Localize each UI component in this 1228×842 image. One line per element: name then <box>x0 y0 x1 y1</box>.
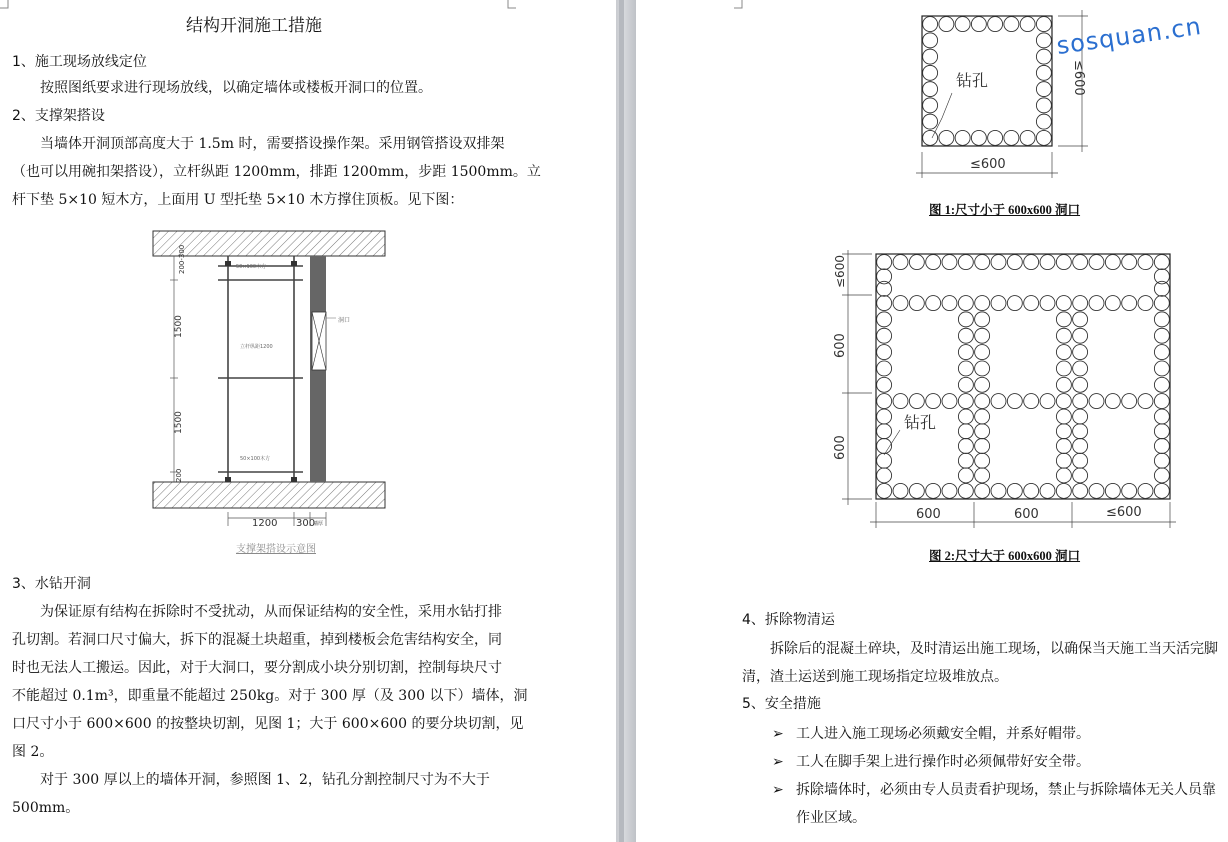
support-frame-diagram <box>148 226 393 556</box>
drill-hole <box>923 114 938 129</box>
drill-hole <box>1073 453 1088 468</box>
drill-hole <box>1073 255 1088 270</box>
drill-hole <box>958 328 973 343</box>
drill-hole <box>975 296 990 311</box>
bottom-slab <box>153 482 385 508</box>
drill-hole <box>1056 483 1071 498</box>
drill-hole <box>1024 296 1039 311</box>
drill-hole <box>1040 296 1055 311</box>
drill-hole <box>1056 255 1071 270</box>
drill-hole <box>1040 483 1055 498</box>
page-corner-mark <box>0 0 12 12</box>
drill-hole <box>1020 17 1035 32</box>
drill-hole <box>1089 255 1104 270</box>
drill-hole <box>1089 483 1104 498</box>
drill-hole <box>975 409 990 424</box>
drill-hole <box>975 255 990 270</box>
drill-hole <box>958 424 973 439</box>
drill-hole <box>1004 130 1019 145</box>
drill-hole <box>988 130 1003 145</box>
drill-hole <box>1073 328 1088 343</box>
dim-label: ≤600 <box>833 255 847 288</box>
drill-hole <box>958 483 973 498</box>
paragraph: 按照图纸要求进行现场放线，以确定墙体或楼板开洞口的位置。 <box>40 80 432 96</box>
drill-hole <box>923 98 938 113</box>
drill-hole <box>923 130 938 145</box>
drill-hole <box>991 394 1006 409</box>
drill-hole <box>1154 328 1169 343</box>
drill-hole <box>877 394 892 409</box>
drill-hole <box>923 33 938 48</box>
drill-hole <box>1154 312 1169 327</box>
drill-hole <box>1056 377 1071 392</box>
drill-hole <box>893 483 908 498</box>
dim-label: 600 <box>916 507 941 522</box>
drill-hole <box>1073 424 1088 439</box>
drill-hole <box>1122 296 1137 311</box>
drill-hole <box>1036 17 1051 32</box>
drill-hole <box>877 439 892 454</box>
drill-hole <box>926 255 941 270</box>
drill-hole <box>958 453 973 468</box>
drill-hole <box>1122 394 1137 409</box>
drill-hole <box>975 439 990 454</box>
drill-hole <box>1036 65 1051 80</box>
drill-hole <box>975 345 990 360</box>
drill-hole <box>923 49 938 64</box>
section-heading: 4、拆除物清运 <box>742 612 835 628</box>
drill-hole <box>975 377 990 392</box>
drill-hole <box>877 424 892 439</box>
drill-hole <box>1073 312 1088 327</box>
drill-hole <box>1036 114 1051 129</box>
drill-hole <box>923 17 938 32</box>
drill-hole <box>1105 296 1120 311</box>
drill-hole <box>1073 361 1088 376</box>
dim-label: 200-300 <box>178 244 186 274</box>
bullet-arrow-icon: ➢ <box>772 726 784 742</box>
note-label: 立杆纵距1200 <box>240 344 273 350</box>
drill-hole <box>923 65 938 80</box>
document-title: 结构开洞施工措施 <box>186 16 322 36</box>
bullet-arrow-icon: ➢ <box>772 782 784 798</box>
drill-hole <box>975 328 990 343</box>
page-corner-mark <box>734 0 746 12</box>
drill-hole <box>877 255 892 270</box>
drill-hole <box>1036 49 1051 64</box>
drill-hole <box>926 483 941 498</box>
paragraph-line: 杆下垫 5×10 短木方，上面用 U 型托垫 5×10 木方撑住顶板。见下图： <box>12 192 464 208</box>
drill-hole <box>1073 468 1088 483</box>
drill-hole <box>1154 453 1169 468</box>
drill-hole <box>971 17 986 32</box>
figure-caption: 支撑架搭设示意图 <box>236 544 316 555</box>
drill-hole <box>942 483 957 498</box>
drill-hole <box>958 409 973 424</box>
drill-hole <box>1073 377 1088 392</box>
page-corner-mark <box>504 0 516 12</box>
drill-hole <box>877 483 892 498</box>
bullet-item-continuation: 作业区域。 <box>796 810 866 826</box>
paragraph-line: 图 2。 <box>12 744 54 760</box>
drill-hole <box>1122 483 1137 498</box>
drill-hole-circles <box>877 255 1170 499</box>
drill-hole <box>1154 439 1169 454</box>
drill-hole <box>958 255 973 270</box>
drill-hole <box>1154 468 1169 483</box>
drill-hole <box>1036 130 1051 145</box>
dim-label: 1500 <box>174 411 184 434</box>
drill-hole <box>955 130 970 145</box>
dim-label: 600 <box>1014 507 1039 522</box>
drill-hole <box>975 453 990 468</box>
opening-outline <box>876 254 1170 499</box>
drill-hole <box>942 296 957 311</box>
drill-hole <box>1056 394 1071 409</box>
dim-label: 1200 <box>252 518 278 529</box>
drill-hole <box>1024 255 1039 270</box>
drill-hole <box>926 394 941 409</box>
drill-hole <box>1089 296 1104 311</box>
drill-hole <box>1056 409 1071 424</box>
drill-hole <box>1154 361 1169 376</box>
paragraph-line: 清，渣土运送到施工现场指定垃圾堆放点。 <box>742 669 1008 685</box>
paragraph-line: 500mm。 <box>12 800 80 816</box>
drill-hole <box>1089 394 1104 409</box>
drill-hole <box>1004 17 1019 32</box>
drill-hole <box>1056 468 1071 483</box>
figure2-drilling-diagram <box>828 250 1178 530</box>
drill-hole <box>1105 255 1120 270</box>
note-label: 50×100木方 <box>236 264 267 270</box>
drill-hole <box>975 483 990 498</box>
drill-hole <box>939 17 954 32</box>
drill-hole <box>1036 82 1051 97</box>
drill-hole <box>991 296 1006 311</box>
drill-hole <box>1105 483 1120 498</box>
drill-hole <box>958 296 973 311</box>
drill-hole <box>909 483 924 498</box>
drill-hole <box>1073 296 1088 311</box>
drill-hole <box>958 361 973 376</box>
drill-hole <box>926 296 941 311</box>
drill-hole <box>1024 483 1039 498</box>
drill-label: 钻孔 <box>956 71 989 90</box>
drill-hole <box>1056 424 1071 439</box>
drill-hole <box>975 468 990 483</box>
drill-hole <box>1007 394 1022 409</box>
drill-hole <box>955 17 970 32</box>
drill-hole <box>942 394 957 409</box>
drill-hole <box>1154 424 1169 439</box>
drill-hole <box>1138 394 1153 409</box>
dim-label: 600 <box>833 435 848 460</box>
drill-hole <box>1154 296 1169 311</box>
drill-hole <box>909 255 924 270</box>
drill-hole <box>1073 409 1088 424</box>
drill-hole <box>909 296 924 311</box>
dim-label: ≤600 <box>970 157 1006 172</box>
drill-hole <box>1007 483 1022 498</box>
paragraph-line: 当墙体开洞顶部高度大于 1.5m 时，需要搭设操作架。采用钢管搭设双排架 <box>40 136 505 152</box>
paragraph-line: 拆除后的混凝土碎块，及时清运出施工现场，以确保当天施工当天活完脚 <box>770 641 1218 657</box>
dim-label: ≤600 <box>1106 505 1142 520</box>
drill-hole <box>877 377 892 392</box>
drill-hole <box>975 394 990 409</box>
drill-hole <box>1020 130 1035 145</box>
drill-hole <box>1056 361 1071 376</box>
drill-hole <box>1024 394 1039 409</box>
drill-hole <box>877 453 892 468</box>
drill-hole <box>975 361 990 376</box>
section-heading: 3、水钻开洞 <box>12 576 91 592</box>
drill-hole <box>877 312 892 327</box>
drill-hole <box>1154 377 1169 392</box>
drill-hole <box>1105 394 1120 409</box>
drill-hole <box>958 394 973 409</box>
top-slab <box>153 231 385 256</box>
drill-hole <box>877 296 892 311</box>
drill-hole <box>909 394 924 409</box>
drill-hole <box>1122 255 1137 270</box>
drill-hole <box>1138 483 1153 498</box>
drill-hole <box>958 439 973 454</box>
drill-hole <box>1040 255 1055 270</box>
page-gutter-edge <box>619 0 624 842</box>
drill-hole <box>958 377 973 392</box>
note-label: 50×100木方 <box>240 456 271 462</box>
section-heading: 2、支撑架搭设 <box>12 108 105 124</box>
drill-hole <box>1056 312 1071 327</box>
drill-hole <box>1040 394 1055 409</box>
drill-hole <box>958 312 973 327</box>
drill-hole <box>1154 483 1169 498</box>
drill-hole <box>975 312 990 327</box>
dim-label: 1500 <box>174 315 184 338</box>
bullet-item: 拆除墙体时，必须由专人员责看护现场，禁止与拆除墙体无关人员靠 <box>796 782 1216 798</box>
paragraph-line: 口尺寸小于 600×600 的按整块切割，见图 1；大于 600×600 的要分块切割，见 <box>12 716 524 732</box>
drill-hole <box>877 345 892 360</box>
drill-hole <box>1036 98 1051 113</box>
drill-hole <box>1073 439 1088 454</box>
drill-hole <box>1056 296 1071 311</box>
drill-hole <box>877 409 892 424</box>
drill-hole <box>1056 453 1071 468</box>
drill-hole <box>958 468 973 483</box>
drill-hole <box>971 130 986 145</box>
drill-hole <box>877 328 892 343</box>
dim-label: 墙厚 <box>313 521 324 527</box>
drill-hole <box>1007 296 1022 311</box>
drill-hole <box>958 345 973 360</box>
drill-hole <box>893 296 908 311</box>
drill-hole <box>1138 255 1153 270</box>
paragraph-line: 时也无法人工搬运。因此，对于大洞口，要分割成小块分别切割，控制每块尺寸 <box>12 660 502 676</box>
drill-hole <box>1154 394 1169 409</box>
drill-hole <box>1073 483 1088 498</box>
drill-hole <box>1154 409 1169 424</box>
drill-hole <box>923 82 938 97</box>
drill-hole <box>991 255 1006 270</box>
drill-hole <box>1154 345 1169 360</box>
drill-hole <box>893 255 908 270</box>
drill-hole <box>1056 345 1071 360</box>
drill-hole <box>1007 255 1022 270</box>
drill-hole <box>975 424 990 439</box>
section-heading: 5、安全措施 <box>742 696 821 712</box>
paragraph-line: 为保证原有结构在拆除时不受扰动，从而保证结构的安全性，采用水钻打排 <box>40 604 502 620</box>
drill-hole <box>942 255 957 270</box>
drill-hole <box>1036 33 1051 48</box>
paragraph-line: （也可以用碗扣架搭设），立杆纵距 1200mm，排距 1200mm，步距 1500mm。立 <box>12 164 541 180</box>
paragraph-line: 孔切割。若洞口尺寸偏大，拆下的混凝土块超重，掉到楼板会危害结构安全，同 <box>12 632 502 648</box>
note-label: 洞口 <box>338 317 351 324</box>
paragraph-line: 对于 300 厚以上的墙体开洞，参照图 1、2，钻孔分割控制尺寸为不大于 <box>40 772 490 788</box>
paragraph-line: 不能超过 0.1m³，即重量不能超过 250kg。对于 300 厚（及 300 以下）墙体，洞 <box>12 688 528 704</box>
drill-hole <box>1073 345 1088 360</box>
drill-hole <box>893 394 908 409</box>
bullet-item: 工人在脚手架上进行操作时必须佩带好安全带。 <box>796 754 1090 770</box>
drill-hole <box>1056 439 1071 454</box>
dim-label: ≤600 <box>1071 60 1086 96</box>
drill-label: 钻孔 <box>904 413 937 432</box>
drill-hole <box>939 130 954 145</box>
document-page-right <box>636 0 1228 842</box>
dim-label: 200 <box>175 468 183 482</box>
figure-caption: 图 2:尺寸大于 600x600 洞口 <box>929 549 1081 563</box>
drill-hole <box>877 468 892 483</box>
drill-hole <box>1056 328 1071 343</box>
drill-hole <box>877 361 892 376</box>
figure-caption: 图 1:尺寸小于 600x600 洞口 <box>929 203 1081 217</box>
watermark: sosquan.cn <box>1054 11 1204 61</box>
drill-hole <box>988 17 1003 32</box>
drill-hole <box>1154 255 1169 270</box>
drill-hole <box>1073 394 1088 409</box>
dim-label: 300 <box>296 518 316 529</box>
section-heading: 1、施工现场放线定位 <box>12 54 147 70</box>
dim-label: 600 <box>833 333 848 358</box>
bullet-arrow-icon: ➢ <box>772 754 784 770</box>
drill-hole <box>991 483 1006 498</box>
drill-hole <box>1138 296 1153 311</box>
bullet-item: 工人进入施工现场必须戴安全帽，并系好帽带。 <box>796 726 1090 742</box>
